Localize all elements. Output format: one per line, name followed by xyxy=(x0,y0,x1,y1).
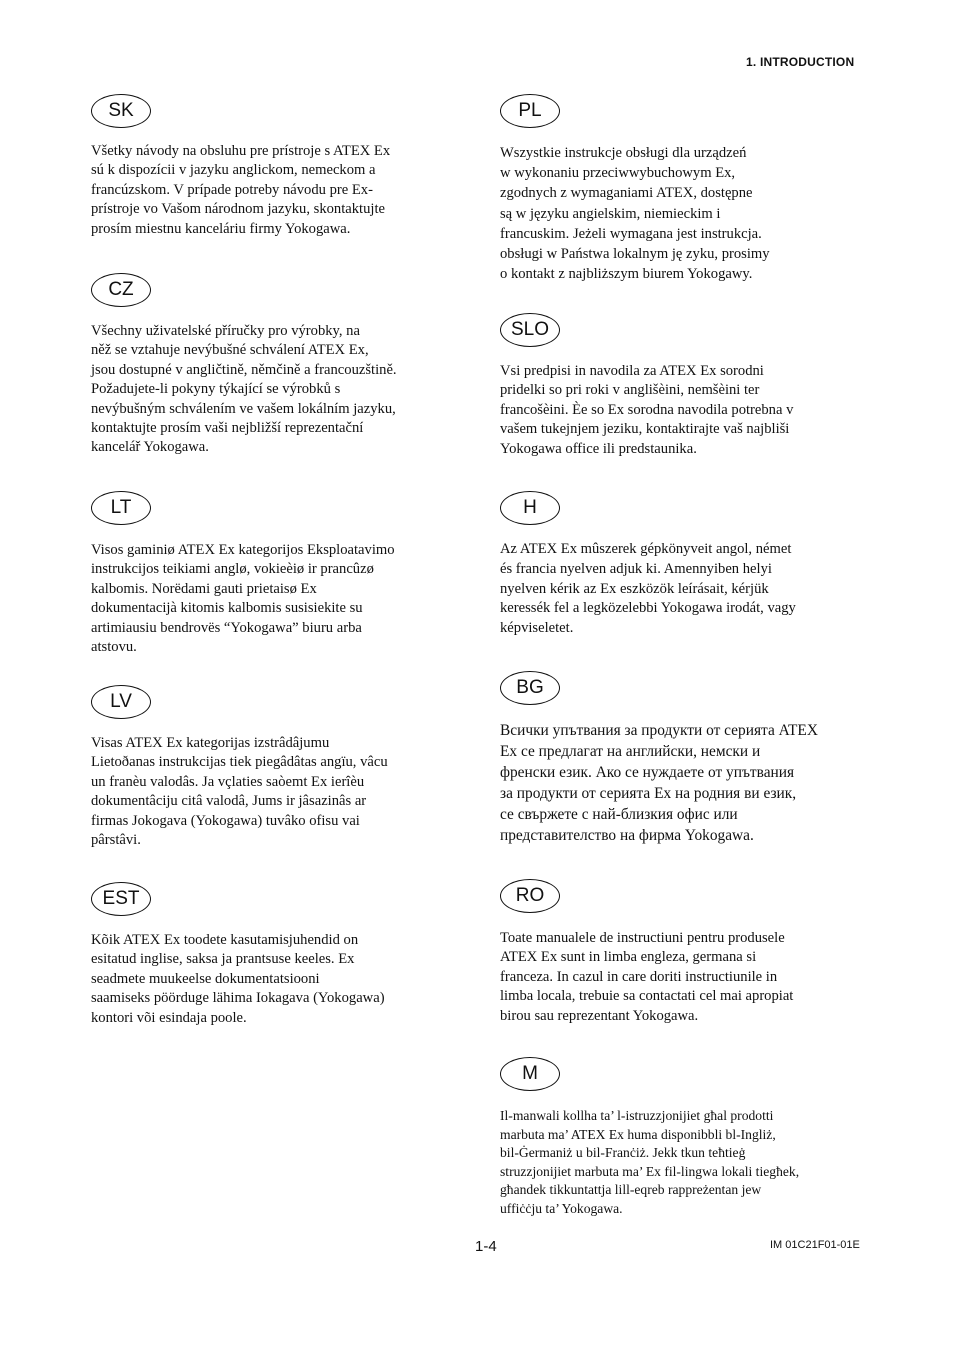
language-block-est xyxy=(91,882,436,1028)
language-notice-text: Visos gaminiø ATEX Ex kategorijos Eksploatavimo instrukcijos teikiami anglø, vokieèiø ir prancûzø kalbomis. Norëdami gauti prietaisø Ex dokumentacijà kitomis kalbomis susisiekite su artimiausiu bendrovës “Yokogawa” biuru arba atstovu. xyxy=(91,542,395,656)
language-code-badge: M xyxy=(500,1057,560,1091)
language-block-m xyxy=(500,1057,845,1219)
language-code-badge: CZ xyxy=(91,273,151,307)
language-block-sk xyxy=(91,94,436,239)
language-code-badge: SLO xyxy=(500,313,560,347)
language-block-bg xyxy=(500,671,845,846)
language-code-badge: BG xyxy=(500,671,560,705)
language-notice-text: Všechny uživatelské příručky pro výrobky, na něž se vztahuje nevýbušné schválení ATEX Ex, jsou dostupné v angličtině, němčině a francouzštině. Požadujete-li pokyny týkající se výrobků s nevýbušným schválením ve vašem lokálním jazyku, kontaktujte prosím vaši nejbližší reprezentační kancelář Yokogawa. xyxy=(91,323,397,456)
language-notice-text: Il-manwali kollha ta’ l-istruzzjonijiet għal prodotti marbuta ma’ ATEX Ex huma disponibbli bl-Ingliż, bil-Ġermaniż u bil-Franċiż. Jekk tkun teħtieġ struzzjonijiet marbuta ma’ Ex fil-lingwa lokali tiegħek, għandek tikkuntattja lill-eqreb rappreżentan jew uffiċċju ta’ Yokogawa. xyxy=(500,1108,800,1216)
language-code-badge: EST xyxy=(91,882,151,916)
language-code-badge: PL xyxy=(500,94,560,128)
language-block-lv xyxy=(91,685,436,850)
document-id: IM 01C21F01-01E xyxy=(770,1239,860,1251)
language-code-badge: SK xyxy=(91,94,151,128)
language-block-lt xyxy=(91,491,436,657)
language-block-h xyxy=(500,491,845,639)
language-notice-text: Všetky návody na obsluhu pre prístroje s ATEX Ex sú k dispozícii v jazyku anglickom, nemeckom a francúzskom. V prípade potreby návodu pre Ex- prístroje vo Vašom národnom jazyku, skontaktujte prosím miestnu kanceláriu firmy Yokogawa. xyxy=(91,143,391,237)
language-notice-text: Vsi predpisi in navodila za ATEX Ex sorodni pridelki so pri roki v anglišèini, nemšèini ter francošèini. Èe so Ex sorodna navodila potrebna v vašem tukejnjem jeziku, kontaktirajte vaš najbliši Yokogawa office ili predstaunika. xyxy=(500,363,794,457)
language-notice-text: Wszystkie instrukcje obsługi dla urządzeń w wykonaniu przeciwwybuchowym Ex, zgodnych z wymaganiami ATEX, dostępne są w języku angielskim, niemieckim i francuskim. Jeżeli wymagana jest instrukcja. obsługi w Państwa lokalnym ję zyku, prosimy o kontakt z najbliższym biurem Yokogawy. xyxy=(500,145,770,283)
page-number: 1-4 xyxy=(475,1238,497,1255)
language-code-badge: LT xyxy=(91,491,151,525)
language-block-pl xyxy=(500,94,845,284)
language-block-ro xyxy=(500,879,845,1026)
language-notice-text: Toate manualele de instructiuni pentru produsele ATEX Ex sunt in limba engleza, germana si franceza. In cazul in care doriti instructiunile in limba locala, trebuie sa contactati cel mai apropiat birou sau reprezentant Yokogawa. xyxy=(500,930,794,1024)
language-notice-text: Visas ATEX Ex kategorijas izstrâdâjumu Lietoðanas instrukcijas tiek piegâdâtas angïu, vâcu un franèu valodâs. Ja vçlaties saòemt Ex ierîèu dokumentâciju citâ valodâ, Jums ir jâsazinâs ar firmas Jokogava (Yokogawa) tuvâko ofisu vai pârstâvi. xyxy=(91,735,388,849)
language-block-cz xyxy=(91,273,436,458)
language-notice-text: Всички упътвания за продукти от серията ATEX Ex се предлагат на английски, немски и френски език. Ако се нуждаете от упътвания за продукти от серията Ex на родния ви език, се свържете с най-близкия офис или представителство на фирма Yokogawa. xyxy=(500,722,818,844)
language-code-badge: LV xyxy=(91,685,151,719)
section-header: 1. INTRODUCTION xyxy=(746,55,855,69)
language-notice-text: Kõik ATEX Ex toodete kasutamisjuhendid on esitatud inglise, saksa ja prantsuse keeles. Ex seadmete muukeelse dokumentatsiooni saamiseks pöörduge lähima Iokagava (Yokogawa) kontori või esindaja poole. xyxy=(91,932,385,1026)
language-code-badge: RO xyxy=(500,879,560,913)
language-code-badge: H xyxy=(500,491,560,525)
language-block-slo xyxy=(500,313,845,459)
language-notice-text: Az ATEX Ex mûszerek gépkönyveit angol, német és francia nyelven adjuk ki. Amennyiben helyi nyelven kérik az Ex eszközök leírásait, kérjük keressék fel a legközelebbi Yokogawa irodát, vagy képviseletet. xyxy=(500,541,796,637)
